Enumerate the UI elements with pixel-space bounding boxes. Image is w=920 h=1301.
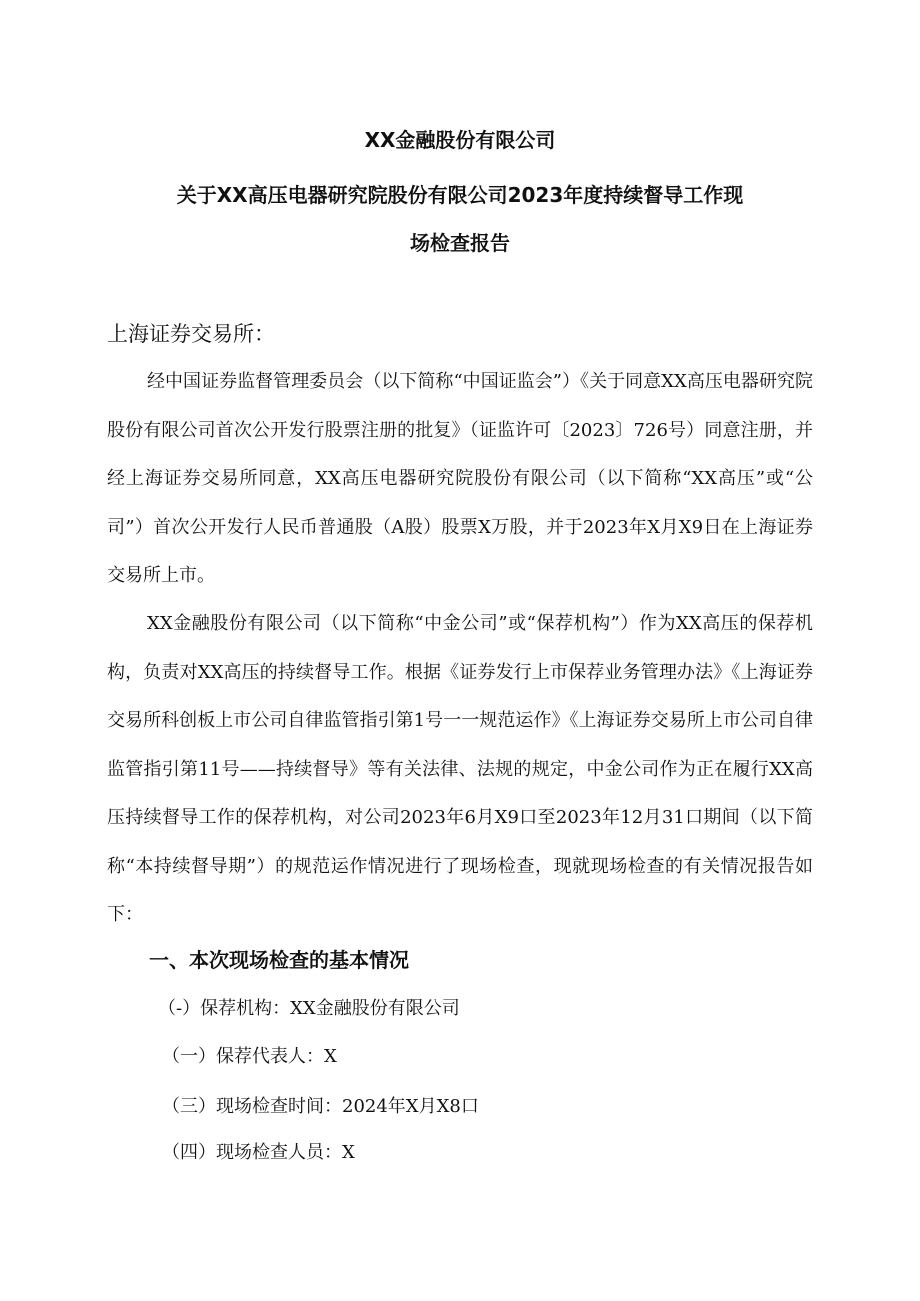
list-item-inspection-time: （三）现场检查时间：2024年X月X8口 — [162, 1096, 479, 1117]
salutation: 上海证券交易所： — [107, 322, 275, 346]
body-paragraph-sponsor: XX金融股份有限公司（以下简称“中金公司”或“保荐机构”）作为XX高压的保荐机构，负责对XX高压的持续督导工作。根据《证券发行上市保荐业务管理办法》《上海证券交易所科创板上市公司自律监管指引第1号一一规范运作》《上海证券交易所上市公司自律监管指引第11号——持续督导》等有关法律、法规的规定，中金公司作为正在履行XX高压持续督导工作的保荐机构，对公司2023年6月X9口至2023年12月31口期间（以下简称“本持续督导期”）的规范运作情况进行了现场检查，现就现场检查的有关情况报告如下： — [107, 613, 813, 925]
list-item-sponsor-representative: （一）保荐代表人：X — [162, 1046, 337, 1067]
list-item-sponsor-institution: （-）保荐机构：XX金融股份有限公司 — [158, 998, 460, 1019]
report-title-line-1: 关于XX高压电器研究院股份有限公司2023年度持续督导工作现 — [176, 183, 744, 207]
report-title-line-2: 场检查报告 — [410, 231, 510, 255]
section-heading-basic-info: 一、本次现场检查的基本情况 — [149, 948, 409, 972]
report-issuer-title: XX金融股份有限公司 — [364, 128, 556, 152]
list-item-inspection-staff: （四）现场检查人员：X — [162, 1142, 355, 1163]
body-paragraph-registration: 经中国证券监督管理委员会（以下简称“中国证监会”）《关于同意XX高压电器研究院股份有限公司首次公开发行股票注册的批复》（证监许可〔2023〕726号）同意注册，并经上海证券交易所同意，XX高压电器研究院股份有限公司（以下简称“XX高压”或“公司”）首次公开发行人民币普通股（A股）股票X万股，并于2023年X月X9日在上海证券交易所上市。 — [107, 371, 813, 586]
